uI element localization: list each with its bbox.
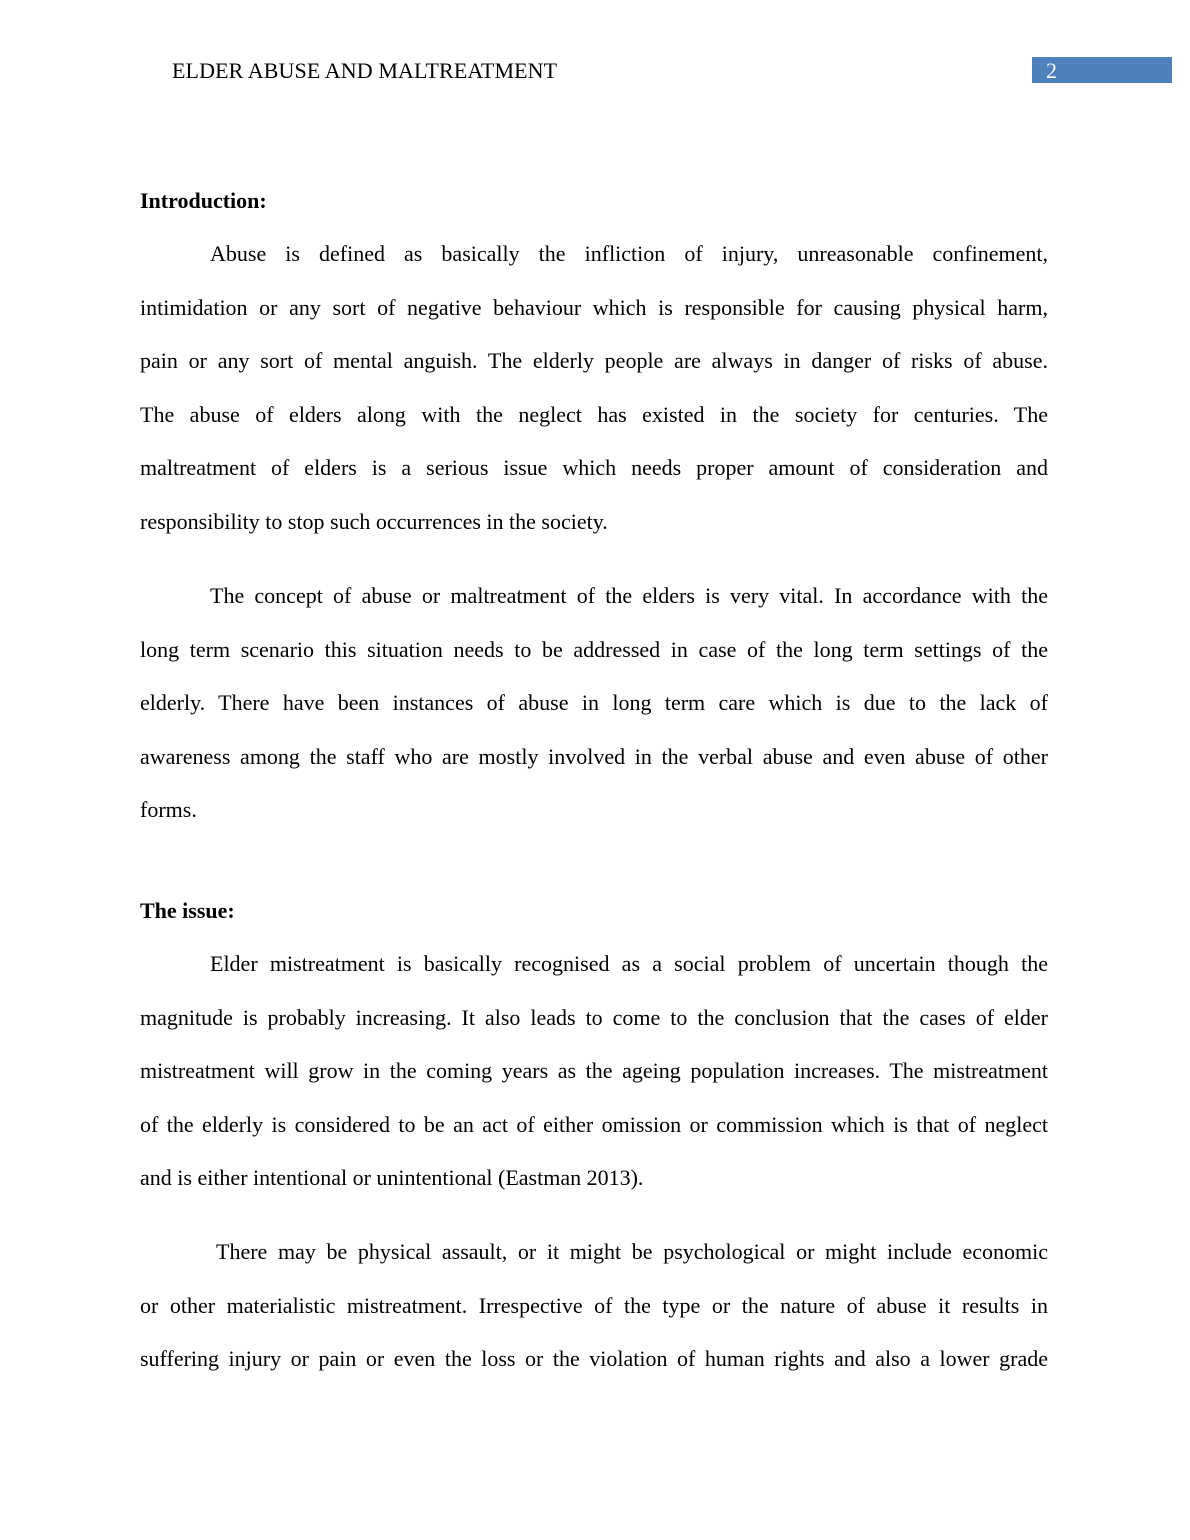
page-number: 2 (1046, 58, 1057, 83)
paragraph-line: pain or any sort of mental anguish. The elderly people are always in danger of risks of abuse. (140, 348, 1048, 374)
paragraph-intro-2 (140, 582, 1048, 850)
section-heading-introduction: Introduction: (140, 188, 267, 213)
paragraph-line: or other materialistic mistreatment. Irrespective of the type or the nature of abuse it results in (140, 1292, 1048, 1318)
paragraph-line: magnitude is probably increasing. It also leads to come to the conclusion that the cases of elder (140, 1004, 1048, 1030)
paragraph-line: intimidation or any sort of negative behaviour which is responsible for causing physical harm, (140, 294, 1048, 320)
paragraph-line: The concept of abuse or maltreatment of the elders is very vital. In accordance with the (210, 583, 1048, 608)
paragraph-line: of the elderly is considered to be an act of either omission or commission which is that of neglect (140, 1111, 1048, 1137)
paragraph-line: maltreatment of elders is a serious issue which needs proper amount of consideration and (140, 455, 1048, 481)
paragraph-line: and is either intentional or unintentional (Eastman 2013). (140, 1165, 644, 1191)
paragraph-line: Elder mistreatment is basically recognised as a social problem of uncertain though the (210, 951, 1048, 976)
paragraph-line: forms. (140, 797, 197, 823)
paragraph-line: long term scenario this situation needs to be addressed in case of the long term settings of the (140, 636, 1048, 662)
paragraph-line: mistreatment will grow in the coming years as the ageing population increases. The mistreatment (140, 1058, 1048, 1084)
running-head: ELDER ABUSE AND MALTREATMENT (172, 58, 558, 83)
paragraph-line: elderly. There have been instances of abuse in long term care which is due to the lack of (140, 690, 1048, 716)
paragraph-line: awareness among the staff who are mostly involved in the verbal abuse and even abuse of other (140, 743, 1048, 769)
paragraph-line: responsibility to stop such occurrences in the society. (140, 508, 608, 534)
paragraph-line: Abuse is defined as basically the infliction of injury, unreasonable confinement, (210, 241, 1048, 266)
paragraph-line: The abuse of elders along with the neglect has existed in the society for centuries. The (140, 401, 1048, 427)
page-number-box (1032, 57, 1172, 83)
section-heading-the-issue: The issue: (140, 898, 235, 923)
paragraph-intro-1 (140, 240, 1048, 562)
paragraph-issue-1 (140, 950, 1048, 1218)
paragraph-line: There may be physical assault, or it might be psychological or might include economic (216, 1239, 1048, 1264)
paragraph-line: suffering injury or pain or even the loss or the violation of human rights and also a lower grade (140, 1346, 1048, 1372)
paragraph-issue-2 (140, 1238, 1048, 1399)
